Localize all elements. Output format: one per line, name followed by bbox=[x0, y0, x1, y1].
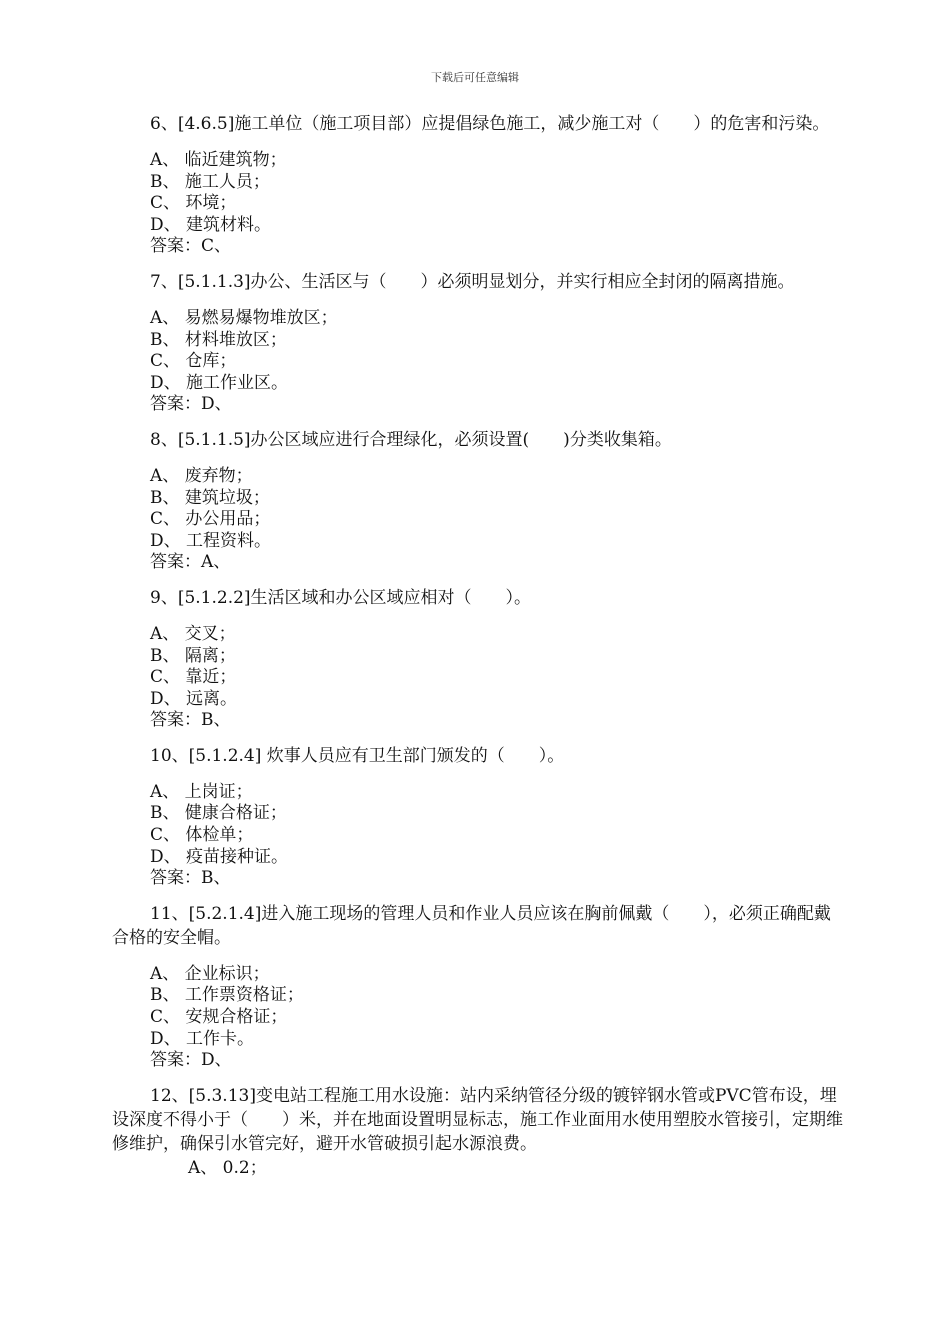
question-list bbox=[112, 112, 847, 1179]
question-7 bbox=[112, 270, 847, 416]
answer: 答案：B、 bbox=[150, 710, 231, 731]
question-11 bbox=[112, 902, 847, 1072]
option-b: B、 建筑垃圾； bbox=[150, 487, 270, 508]
answer: 答案：B、 bbox=[150, 868, 231, 889]
option-b: B、 施工人员； bbox=[150, 171, 270, 192]
option-c: C、 靠近； bbox=[150, 667, 237, 688]
answer: 答案：D、 bbox=[150, 394, 232, 415]
question-stem: 6、[4.6.5]施工单位（施工项目部）应提倡绿色施工，减少施工对（ ）的危害和污染。 bbox=[150, 114, 830, 134]
answer: 答案：C、 bbox=[150, 236, 232, 257]
option-a: A、 上岗证； bbox=[150, 781, 253, 802]
option-c: C、 安规合格证； bbox=[150, 1007, 288, 1028]
option-d: D、 工作卡。 bbox=[150, 1028, 255, 1049]
option-a: A、 企业标识； bbox=[150, 963, 270, 984]
question-6 bbox=[112, 112, 847, 258]
question-stem: 10、[5.1.2.4] 炊事人员应有卫生部门颁发的（ ）。 bbox=[150, 745, 565, 766]
question-stem: 12、[5.3.13]变电站工程施工用水设施：站内采纳管径分级的镀锌钢水管或PVC管布设，埋设深度不得小于（ ）米，并在地面设置明显标志，施工作业面用水使用塑胶水管接引，定期维修维护，确保引水管完好，避开水管破损引起水源浪费。 bbox=[112, 1085, 843, 1154]
option-d: D、 建筑材料。 bbox=[150, 214, 272, 235]
option-c: C、 仓库； bbox=[150, 351, 237, 372]
question-10 bbox=[112, 744, 847, 890]
option-b: B、 工作票资格证； bbox=[150, 985, 304, 1006]
question-9 bbox=[112, 586, 847, 732]
option-b: B、 材料堆放区； bbox=[150, 329, 287, 350]
question-8 bbox=[112, 428, 847, 574]
option-c: C、 体检单； bbox=[150, 825, 254, 846]
option-b: B、 隔离； bbox=[150, 645, 236, 666]
question-stem: 7、[5.1.1.3]办公、生活区与（ ）必须明显划分，并实行相应全封闭的隔离措施。 bbox=[150, 271, 795, 292]
option-d: D、 疫苗接种证。 bbox=[150, 846, 289, 867]
option-d: D、 工程资料。 bbox=[150, 530, 272, 551]
option-d: D、 施工作业区。 bbox=[150, 372, 289, 393]
answer: 答案：D、 bbox=[150, 1050, 232, 1071]
option-c: C、 环境； bbox=[150, 193, 237, 214]
question-stem: 8、[5.1.1.5]办公区域应进行合理绿化，必须设置( )分类收集箱。 bbox=[150, 429, 672, 450]
question-stem: 11、[5.2.1.4]进入施工现场的管理人员和作业人员应该在胸前佩戴（ ），必须正确配戴合格的安全帽。 bbox=[112, 903, 831, 948]
page-header: 下载后可任意编辑 bbox=[431, 71, 519, 84]
option-a: A、 临近建筑物； bbox=[150, 150, 287, 170]
option-c: C、 办公用品； bbox=[150, 509, 271, 530]
question-12 bbox=[112, 1084, 847, 1180]
question-stem: 9、[5.1.2.2]生活区域和办公区域应相对（ ）。 bbox=[150, 587, 532, 608]
option-a: A、 0.2； bbox=[188, 1157, 267, 1178]
answer: 答案：A、 bbox=[150, 552, 231, 573]
option-a: A、 废弃物； bbox=[150, 465, 253, 486]
option-a: A、 交叉； bbox=[150, 623, 236, 644]
option-b: B、 健康合格证； bbox=[150, 803, 287, 824]
option-d: D、 远离。 bbox=[150, 688, 238, 709]
option-a: A、 易燃易爆物堆放区； bbox=[150, 307, 338, 328]
